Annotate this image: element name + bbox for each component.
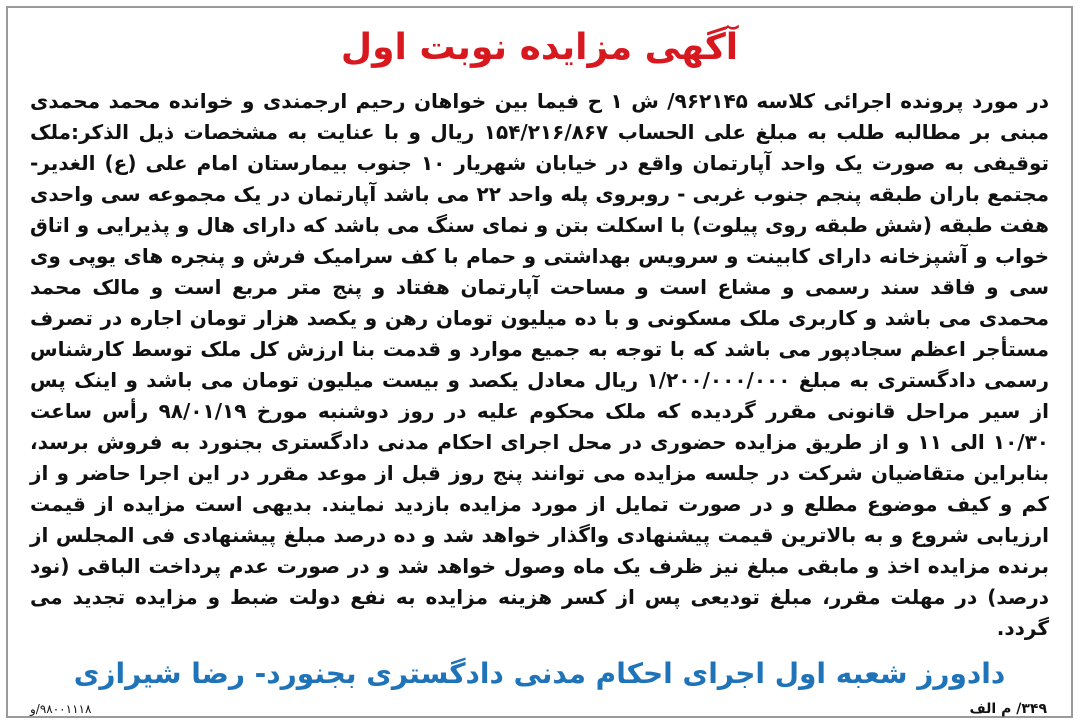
notice-body: در مورد پرونده اجرائی کلاسه ۹۶۲۱۴۵/ ش ۱ ح فیما بین خواهان رحیم ارجمندی و خوانده محمد محمدی مبنی بر مطالبه طلب به مبلغ علی الحساب ۱۵۴/۲۱۶/۸۶۷ ریال و با عنایت به مشخصات ذیل الذکر:ملک توقیفی به صورت یک واحد آپارتمان واقع در خیابان شهریار ۱۰ جنوب بیمارستان امام علی (ع) الغدیر- مجتمع باران طبقه پنجم جنوب غربی - روبروی پله واحد ۲۲ می باشد آپارتمان در یک مجموعه سی واحدی هفت طبقه (شش طبقه روی پیلوت) با اسکلت بتن و نمای سنگ می باشد که دارای هال و پذیرایی و اتاق خواب و آشپزخانه دارای کابینت و سرویس بهداشتی و حمام با کف سرامیک فرش و پنجره های یوپی وی سی و فاقد سند رسمی و مشاع است و مساحت آپارتمان هفتاد و پنج متر مربع است و مالک محمد محمدی می باشد و کاربری ملک مسکونی و با ده میلیون تومان رهن و یکصد هزار تومان اجاره در تصرف مستأجر اعظم سجادپور می باشد که با توجه به جمیع موارد و قدمت بنا ارزش کل ملک توسط کارشناس رسمی دادگستری به مبلغ ۱/۲۰۰/۰۰۰/۰۰۰ ریال معادل یکصد و بیست میلیون تومان می باشد و اینک پس از سیر مراحل قانونی مقرر گردیده که ملک محکوم علیه در روز دوشنبه مورخ ۹۸/۰۱/۱۹ رأس ساعت ۱۰/۳۰ الی ۱۱ و از طریق مزایده حضوری در محل اجرای احکام مدنی دادگستری بجنورد به فروش برسد، بنابراین متقاضیان شرکت در جلسه مزایده می توانند پنج روز قبل از موعد مقرر در این اجرا حاضر و از کم و کیف موضوع مطلع و در صورت تمایل از مورد مزایده بازدید نمایند. بدیهی است مزایده از قیمت ارزیابی شروع و به بالاترین قیمت پیشنهادی واگذار خواهد شد و ده درصد مبلغ پیشنهادی فی المجلس از برنده مزایده اخذ و مابقی مبلغ نیز ظرف یک ماه وصول خواهد شد و در صورت عدم پرداخت الباقی (نود درصد) در مهلت مقرر، مبلغ تودیعی پس از کسر هزینه مزایده به نفع دولت ضبط و مزایده تجدید می گردد. — [30, 89, 1050, 640]
notice-signature: دادورز شعبه اول اجرای احکام مدنی دادگستری بجنورد- رضا شیرازی — [73, 657, 1006, 690]
notice-code-left: ۹۸۰۰۱۱۱۸/و — [30, 702, 92, 716]
notice-frame — [6, 6, 1073, 718]
notice-title: آگهی مزایده نوبت اول — [340, 27, 739, 68]
notice-code-right: ۳۴۹/ م الف — [969, 701, 1047, 717]
